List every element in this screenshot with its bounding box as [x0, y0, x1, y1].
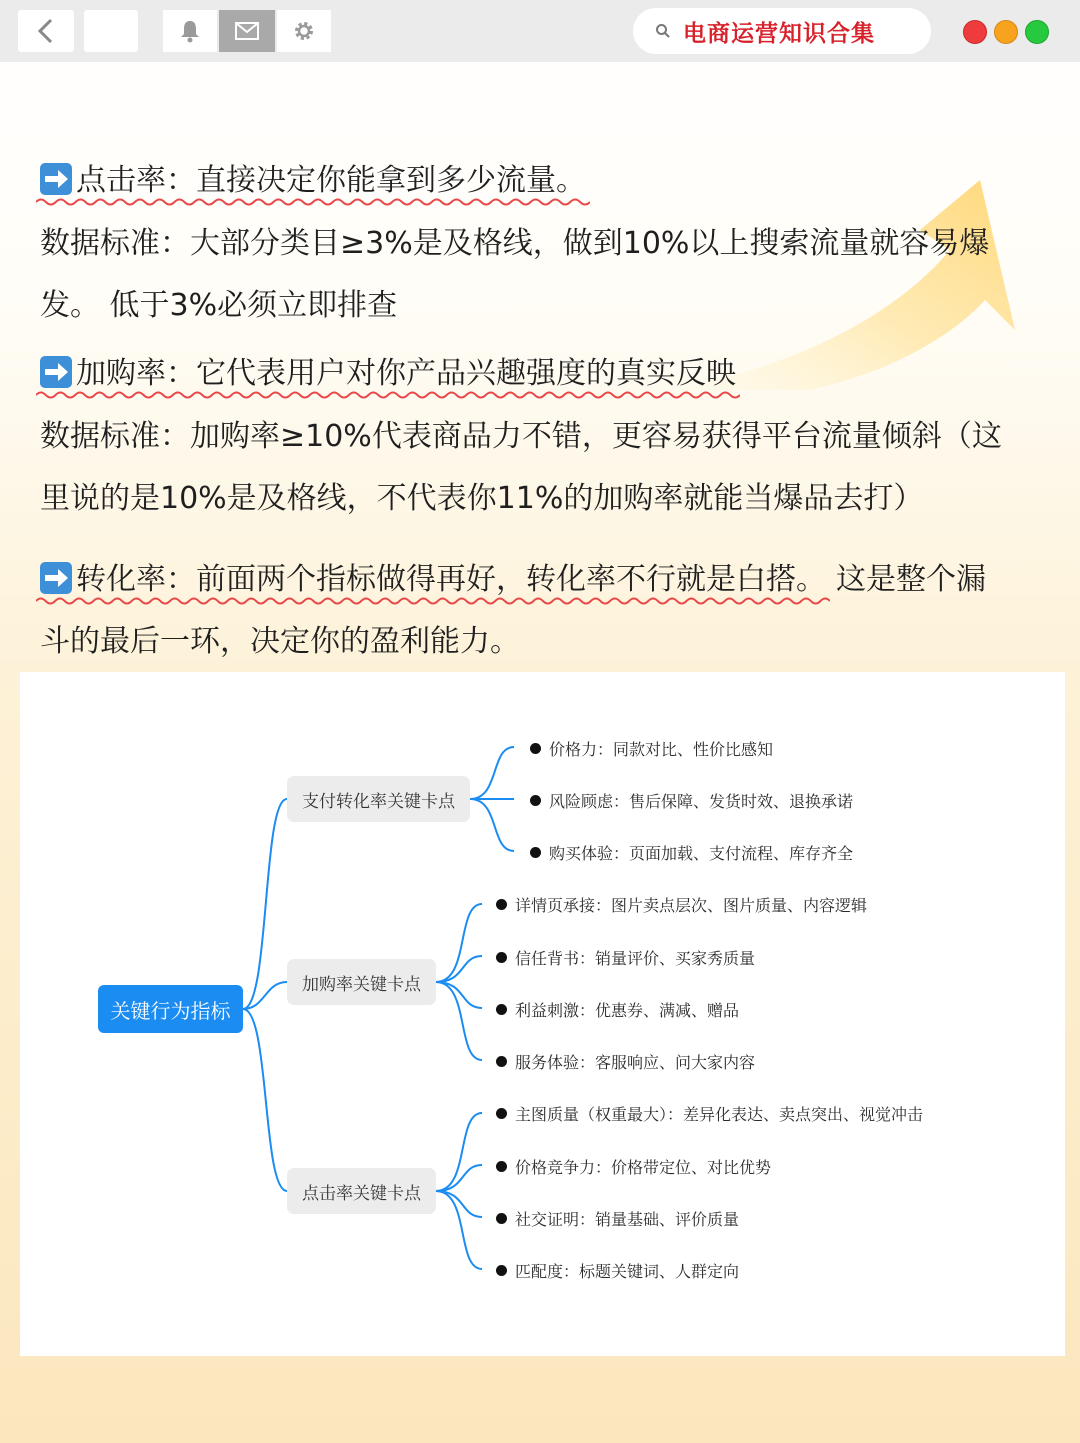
leaf-text: 服务体验：客服响应、问大家内容	[515, 1053, 756, 1072]
leaf-text: 主图质量（权重最大）：差异化表达、卖点突出、视觉冲击	[515, 1105, 924, 1124]
bullet-icon	[530, 743, 541, 754]
section-3-heading-rest: 这是整个漏	[836, 562, 986, 597]
leaf-text: 风险顾虑：售后保障、发货时效、退换承诺	[549, 792, 854, 811]
page-title: 电商运营知识合集	[683, 20, 875, 47]
mindmap-branch-payment: 支付转化率关键卡点	[287, 776, 470, 822]
leaf-text: 详情页承接：图片卖点层次、图片质量、内容逻辑	[515, 896, 868, 915]
section-2-heading-text: 加购率：它代表用户对你产品兴趣强度的真实反映	[76, 356, 736, 391]
section-2-body-line-1: 数据标准：加购率≥10%代表商品力不错，更容易获得平台流量倾斜（这	[40, 419, 1002, 454]
bullet-icon	[496, 952, 507, 963]
mindmap-branch-add-to-cart: 加购率关键卡点	[287, 959, 436, 1005]
mindmap-leaf	[530, 841, 853, 864]
section-1-heading-text: 点击率：直接决定你能拿到多少流量。	[76, 163, 586, 198]
bullet-icon	[496, 899, 507, 910]
leaf-text: 价格竞争力：价格带定位、对比优势	[515, 1158, 772, 1177]
leaf-text: 信任背书：销量评价、买家秀质量	[515, 949, 756, 968]
section-3-heading-text: 转化率：前面两个指标做得再好，转化率不行就是白搭。	[76, 562, 826, 597]
mindmap-leaf	[496, 1259, 739, 1282]
mindmap-leaf	[496, 946, 755, 969]
bullet-icon	[496, 1213, 507, 1224]
bullet-icon	[530, 847, 541, 858]
bullet-icon	[496, 1056, 507, 1067]
leaf-text: 价格力：同款对比、性价比感知	[549, 740, 774, 759]
leaf-text: 购买体验：页面加载、支付流程、库存齐全	[549, 844, 854, 863]
mindmap-leaf	[530, 737, 773, 760]
section-2-body-line-2: 里说的是10%是及格线，不代表你11%的加购率就能当爆品去打）	[40, 481, 924, 516]
leaf-text: 社交证明：销量基础、评价质量	[515, 1210, 740, 1229]
mindmap-leaf	[530, 789, 853, 812]
mindmap-branch-click-rate: 点击率关键卡点	[287, 1168, 436, 1214]
section-1-body-line-1: 数据标准：大部分类目≥3%是及格线，做到10%以上搜索流量就容易爆	[40, 226, 990, 261]
mindmap-leaf	[496, 893, 867, 916]
mindmap-leaf	[496, 1155, 771, 1178]
mindmap-root-node: 关键行为指标	[98, 985, 243, 1033]
leaf-text: 匹配度：标题关键词、人群定向	[515, 1262, 740, 1281]
mindmap-leaf	[496, 998, 739, 1021]
leaf-text: 利益刺激：优惠券、满减、赠品	[515, 1001, 740, 1020]
mindmap-leaf	[496, 1102, 923, 1125]
section-1-body-line-2: 发。 低于3%必须立即排查	[40, 288, 398, 323]
bullet-icon	[530, 795, 541, 806]
mindmap-leaf	[496, 1050, 755, 1073]
bullet-icon	[496, 1161, 507, 1172]
mindmap-leaf	[496, 1207, 739, 1230]
bullet-icon	[496, 1265, 507, 1276]
bullet-icon	[496, 1004, 507, 1015]
section-3-body-line-1: 斗的最后一环，决定你的盈利能力。	[40, 624, 520, 659]
bullet-icon	[496, 1108, 507, 1119]
